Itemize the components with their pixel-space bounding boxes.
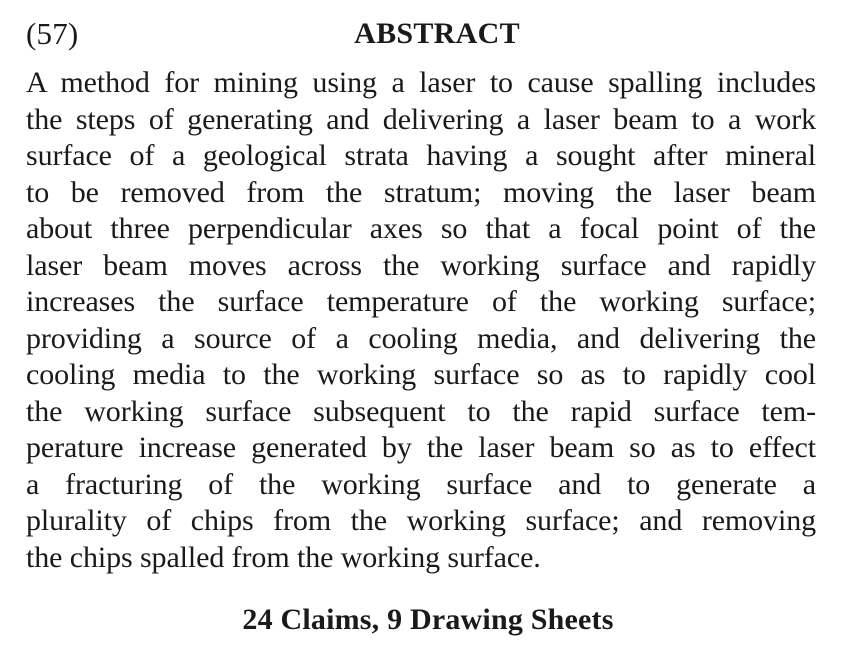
abstract-line: increases the surface temperature of the working surface; <box>26 285 816 318</box>
abstract-line: the steps of generating and delivering a laser beam to a work <box>26 102 816 136</box>
abstract-line: surface of a geological strata having a sought after mineral <box>26 139 816 172</box>
abstract-line: laser beam moves across the working surface and rapidly <box>26 248 816 282</box>
abstract-line: cooling media to the working surface so as to rapidly cool <box>26 358 816 391</box>
abstract-line: to be removed from the stratum; moving the laser beam <box>26 175 816 209</box>
inid-code-label: (57) <box>26 16 79 51</box>
abstract-line: the working surface subsequent to the rapid surface tem- <box>26 394 816 428</box>
abstract-line: A method for mining using a laser to cause spalling includes <box>26 66 816 99</box>
section-title: ABSTRACT <box>354 17 520 50</box>
abstract-line: perature increase generated by the laser beam so as to effect <box>26 431 816 464</box>
abstract-line: the chips spalled from the working surface. <box>26 540 541 574</box>
claims-summary: 24 Claims, 9 Drawing Sheets <box>242 603 614 636</box>
abstract-line: plurality of chips from the working surface; and removing <box>26 504 816 537</box>
abstract-line: about three perpendicular axes so that a focal point of the <box>26 212 816 245</box>
abstract-header <box>26 14 816 58</box>
abstract-line: providing a source of a cooling media, and delivering the <box>26 321 816 355</box>
abstract-line: a fracturing of the working surface and to generate a <box>26 467 816 501</box>
abstract-body <box>26 65 816 576</box>
